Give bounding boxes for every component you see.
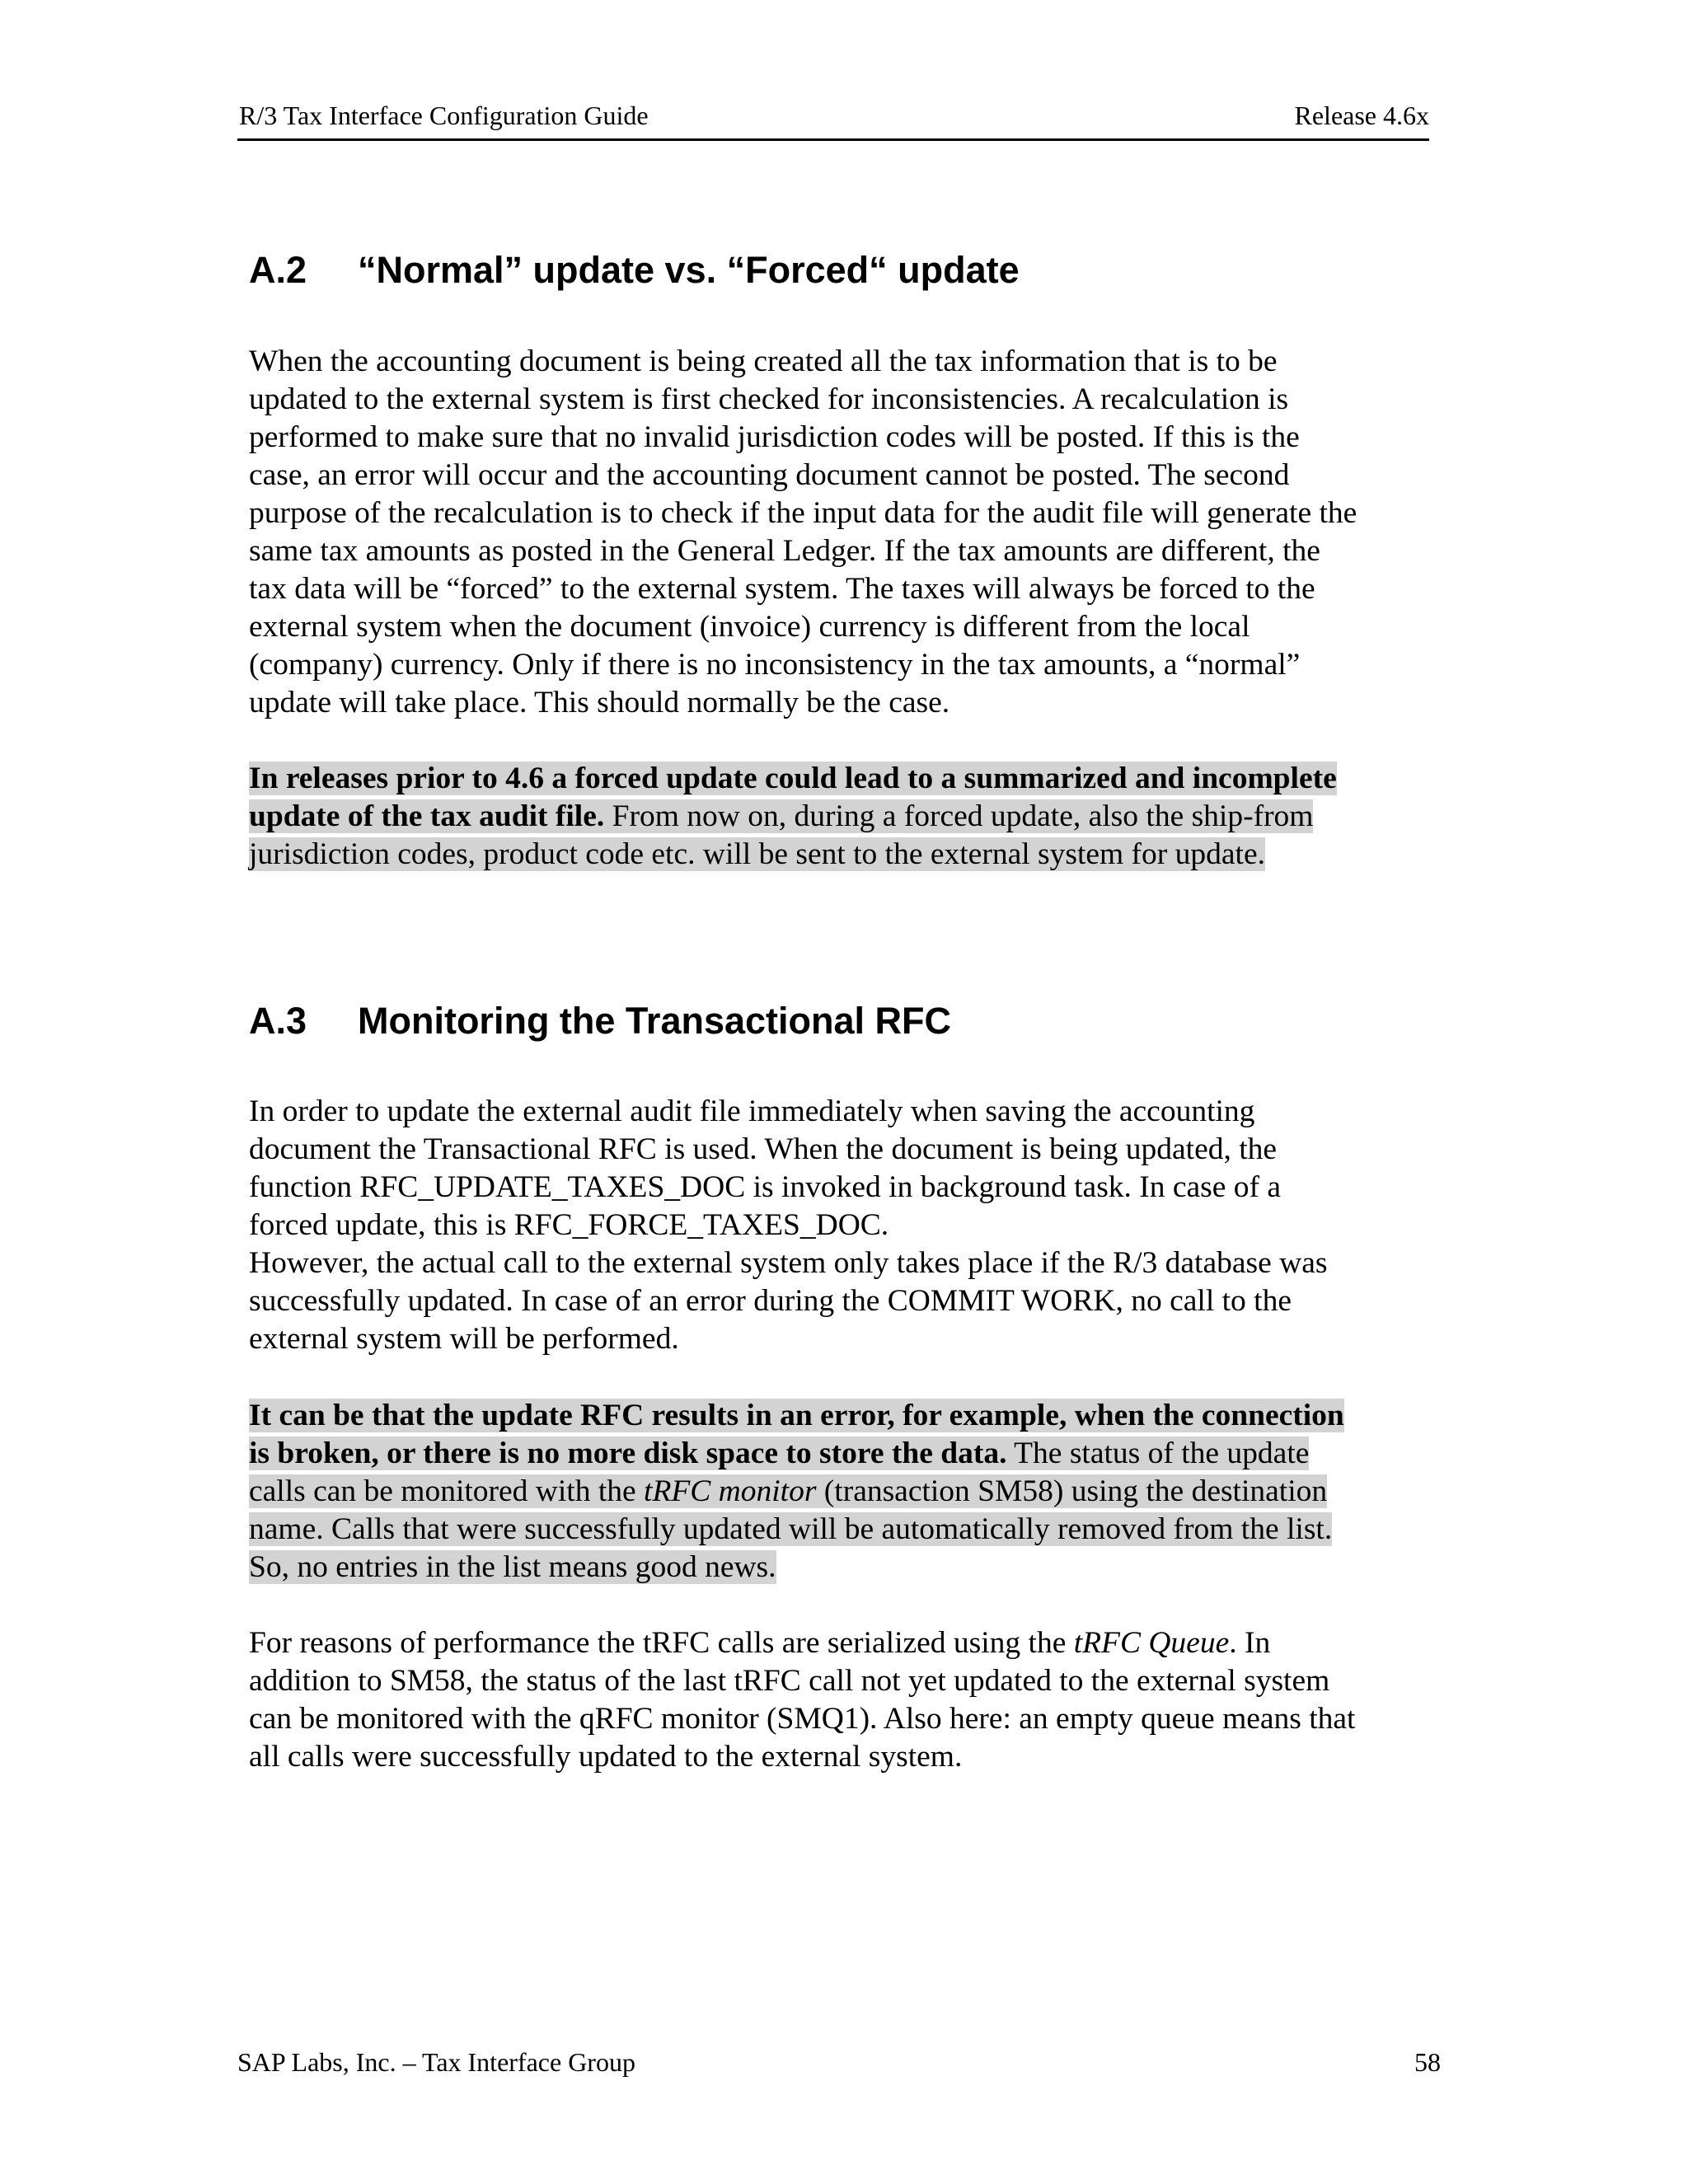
text-line — [249, 1511, 1452, 1549]
highlighted-text: jurisdiction codes, product code etc. will be sent to the external system for update. — [249, 837, 1265, 871]
section-heading-a2 — [249, 249, 1020, 292]
text-line: update will take place. This should normally be the case. — [249, 686, 950, 719]
text-line: forced update, this is RFC_FORCE_TAXES_DOC. — [249, 1208, 889, 1242]
text-line: (company) currency. Only if there is no inconsistency in the tax amounts, a “normal” — [249, 648, 1301, 682]
text-line: When the accounting document is being created all the tax information that is to be — [249, 344, 1278, 378]
regular-text: (transaction SM58) using the destination — [816, 1474, 1328, 1508]
regular-text: From now on, during a forced update, also the ship-from — [604, 799, 1314, 833]
section-title: “Normal” update vs. “Forced“ update — [358, 249, 1020, 291]
regular-text: calls can be monitored with the — [249, 1474, 645, 1508]
text-line: addition to SM58, the status of the last tRFC call not yet updated to the external system — [249, 1664, 1330, 1698]
highlighted-text — [249, 799, 1313, 833]
text-line — [249, 798, 1452, 836]
text-line — [249, 1549, 1452, 1586]
text-line — [249, 1435, 1452, 1473]
highlighted-bold-text: In releases prior to 4.6 a forced update could lead to a summarized and incomplete — [249, 762, 1337, 795]
text-line: performed to make sure that no invalid jurisdiction codes will be posted. If this is the — [249, 420, 1300, 454]
italic-term-trfc-monitor: tRFC monitor — [644, 1474, 817, 1508]
text-line — [249, 1397, 1452, 1435]
text-line: same tax amounts as posted in the General Ledger. If the tax amounts are different, the — [249, 534, 1320, 568]
highlighted-text: name. Calls that were successfully updated will be automatically removed from the list. — [249, 1512, 1333, 1546]
page-header — [237, 97, 1429, 141]
text-line — [249, 1624, 1452, 1662]
regular-text: . In — [1229, 1626, 1271, 1660]
regular-text: The status of the update — [1006, 1436, 1310, 1470]
page-footer — [237, 2047, 1441, 2088]
highlighted-bold-text: It can be that the update RFC results in an error, for example, when the connection — [249, 1399, 1344, 1432]
highlighted-note-rfc-error — [249, 1397, 1452, 1586]
italic-term-trfc-queue: tRFC Queue — [1073, 1626, 1230, 1660]
text-line: function RFC_UPDATE_TAXES_DOC is invoked in background task. In case of a — [249, 1170, 1282, 1204]
header-document-title: R/3 Tax Interface Configuration Guide — [239, 101, 649, 130]
text-line: case, an error will occur and the accounting document cannot be posted. The second — [249, 458, 1290, 492]
text-line — [249, 836, 1452, 874]
bold-text: update of the tax audit file. — [249, 799, 605, 833]
highlighted-note-forced-update — [249, 760, 1452, 874]
paragraph-trfc-queue — [249, 1624, 1452, 1776]
text-line: In order to update the external audit file immediately when saving the accounting — [249, 1094, 1255, 1128]
text-line — [249, 1473, 1452, 1511]
text-line — [249, 760, 1452, 798]
text-line: all calls were successfully updated to the external system. — [249, 1740, 963, 1774]
section-title: Monitoring the Transactional RFC — [358, 1000, 952, 1042]
section-heading-a3 — [249, 1000, 951, 1043]
regular-text: For reasons of performance the tRFC calls are serialized using the — [249, 1626, 1074, 1660]
text-line: external system when the document (invoice) currency is different from the local — [249, 610, 1250, 644]
text-line: However, the actual call to the external system only takes place if the R/3 database was — [249, 1246, 1328, 1280]
text-line: tax data will be “forced” to the external system. The taxes will always be forced to the — [249, 572, 1315, 606]
highlighted-text — [249, 1436, 1309, 1470]
text-line: external system will be performed. — [249, 1322, 679, 1356]
section-number: A.2 — [249, 249, 307, 291]
header-release: Release 4.6x — [1294, 101, 1429, 130]
page-number: 58 — [1414, 2047, 1441, 2077]
text-line: updated to the external system is first checked for inconsistencies. A recalculation is — [249, 382, 1289, 416]
bold-text: is broken, or there is no more disk space to store the data. — [249, 1436, 1007, 1470]
highlighted-text — [249, 1474, 1327, 1508]
text-line: document the Transactional RFC is used. When the document is being updated, the — [249, 1132, 1278, 1166]
text-line: successfully updated. In case of an error during the COMMIT WORK, no call to the — [249, 1284, 1292, 1318]
text-line: purpose of the recalculation is to check if the input data for the audit file will generate the — [249, 496, 1357, 530]
section-number: A.3 — [249, 1000, 307, 1042]
highlighted-text: So, no entries in the list means good news. — [249, 1550, 776, 1584]
footer-organization: SAP Labs, Inc. – Tax Interface Group — [237, 2047, 635, 2077]
paragraph-transactional-rfc — [249, 1093, 1452, 1358]
paragraph-normal-vs-forced — [249, 343, 1452, 722]
text-line: can be monitored with the qRFC monitor (SMQ1). Also here: an empty queue means that — [249, 1702, 1356, 1736]
